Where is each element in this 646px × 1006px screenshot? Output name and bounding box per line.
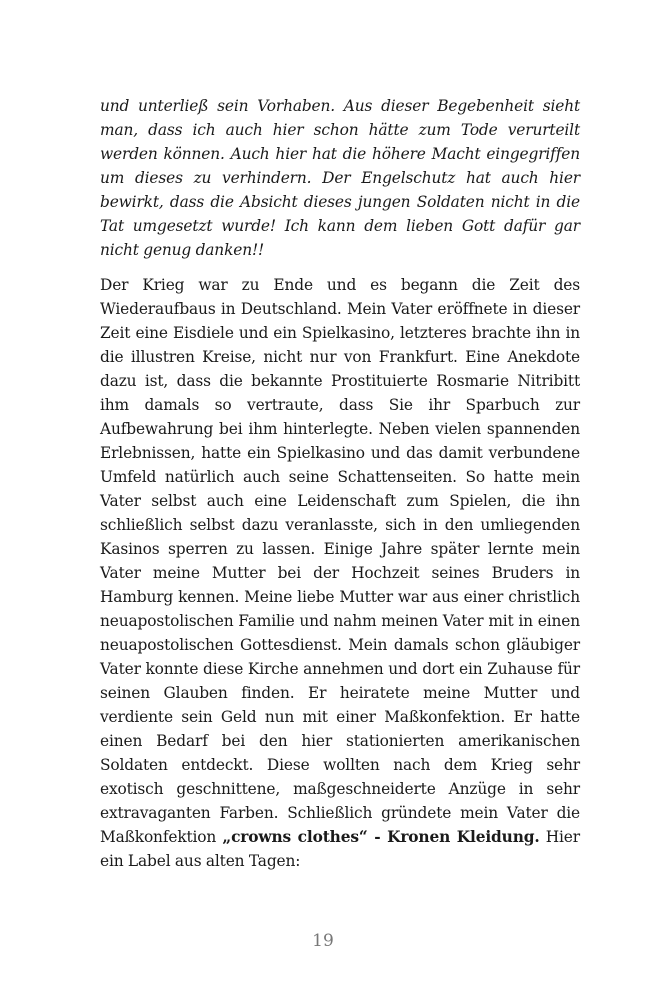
body-text-start: Der Krieg war zu Ende und es begann die Zeit des Wiederaufbaus in Deutschland. Mein Vater eröffnete in dieser Zeit eine Eisdiele und ein Spielkasino, letzteres brachte ihn in die illustren Kreise, nicht nur von Frankfurt. Eine Anekdote dazu ist, dass die bekannte Prostituierte Rosmarie Nitribitt ihm damals so vertraute, dass Sie ihr Sparbuch zur Aufbewahrung bei ihm hinterlegte. Neben vielen spannenden Erlebnissen, hatte ein Spielkasino und das damit verbundene Umfeld natürlich auch seine Schattenseiten. So hatte mein Vater selbst auch eine Leidenschaft zum Spielen, die ihn schließlich selbst dazu veranlasste, sich in den umliegenden Kasinos sperren zu lassen. Einige Jahre später lernte mein Vater meine Mutter bei der Hochzeit seines Bruders in Hamburg kennen. Meine liebe Mutter war aus einer christlich neuapostolischen Familie und nahm meinen Vater mit in einen neuapostolischen Gottesdienst. Mein damals schon gläubiger Vater konnte diese Kirche annehmen und dort ein Zuhause für seinen Glauben finden. Er heiratete meine Mutter und verdiente sein Geld nun mit einer Maßkonfektion. Er hatte einen Bedarf bei den hier stationierten amerikanischen Soldaten entdeckt. Diese wollten nach dem Krieg sehr exotisch geschnittene, maßgeschneiderte Anzüge in sehr extravaganten Farben. Schließlich gründete mein Vater die Maßkonfektion [100, 276, 580, 846]
page-number: 19 [312, 931, 334, 951]
body-paragraph [100, 273, 580, 873]
italic-paragraph: und unterließ sein Vorhaben. Aus dieser Begebenheit sieht man, dass ich auch hier schon hätte zum Tode verurteilt werden können. Auch hier hat die höhere Macht eingegriffen um dieses zu verhindern. Der Engelschutz hat auch hier bewirkt, dass die Absicht dieses jungen Soldaten nicht in die Tat umgesetzt wurde! Ich kann dem lieben Gott dafür gar nicht genug danken!! [100, 97, 580, 259]
book-page-body [100, 94, 580, 873]
brand-name-bold: „crowns clothes“ - Kronen Kleidung. [222, 828, 540, 846]
body-text-end: Hier ein Label aus alten Tagen: [100, 828, 580, 870]
